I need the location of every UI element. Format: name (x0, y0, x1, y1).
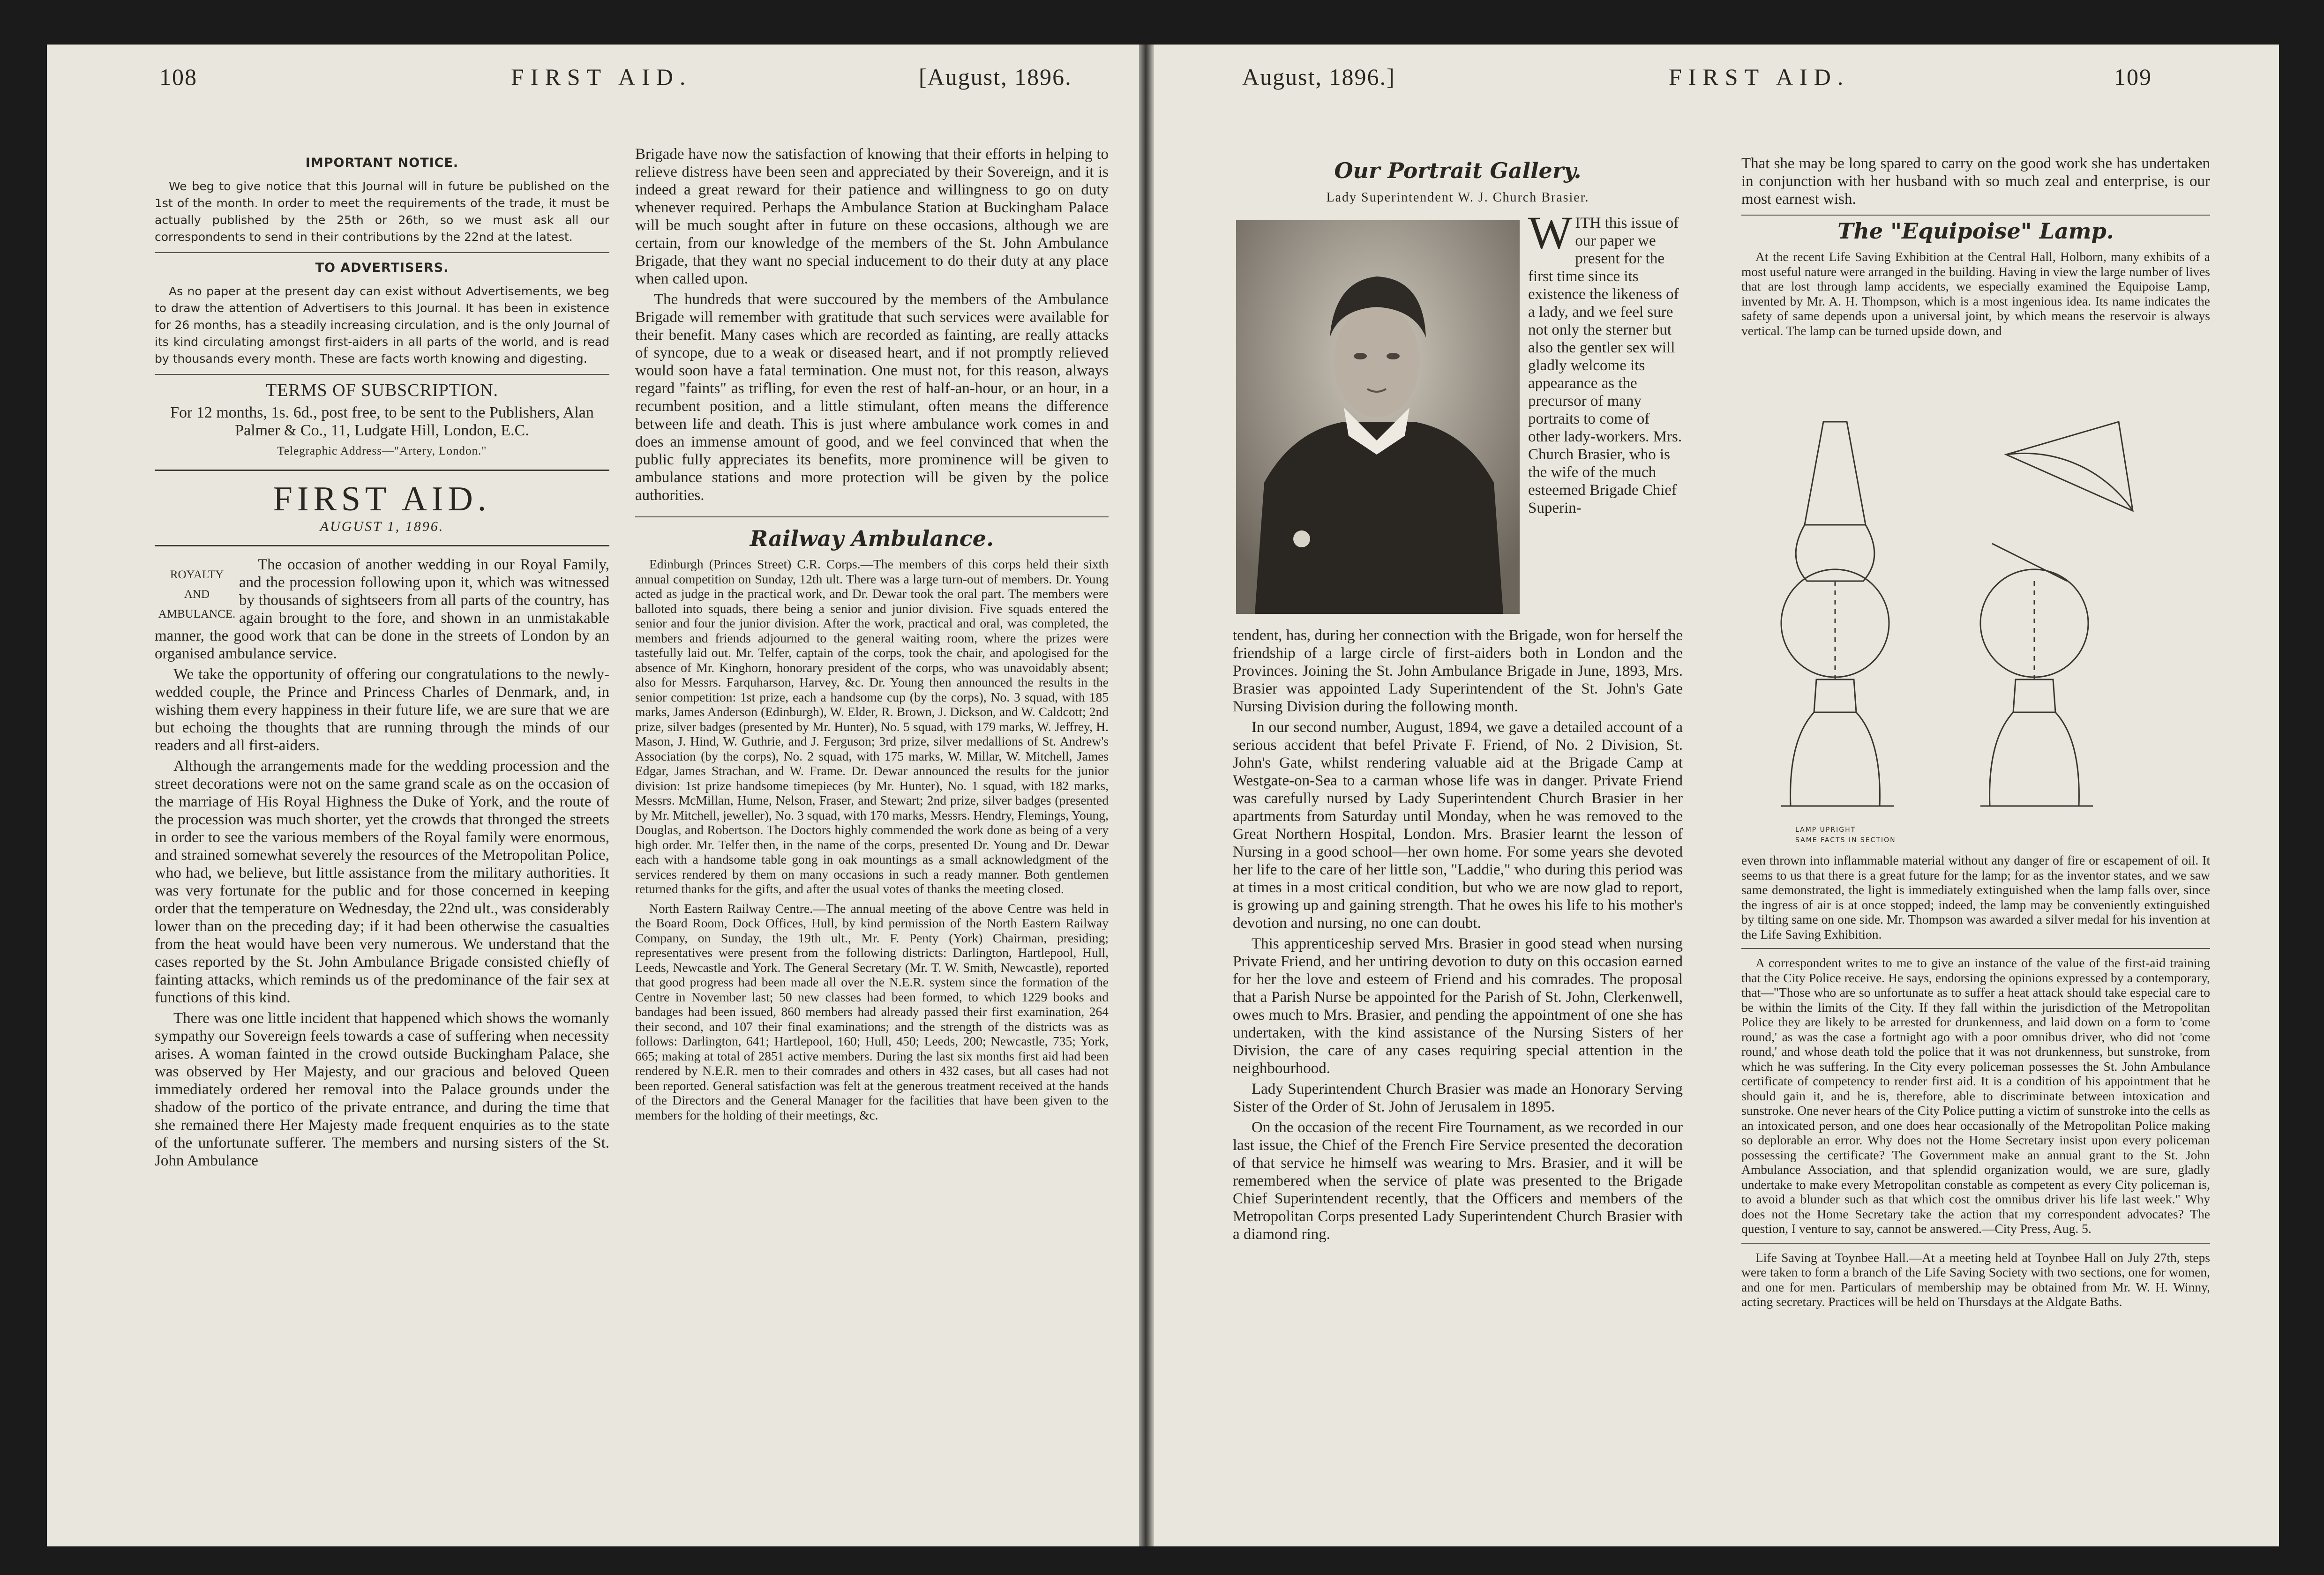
portrait-gallery-title: Our Portrait Gallery. (1334, 158, 1582, 183)
figure-caption: SAME FACTS IN SECTION (1795, 836, 1896, 844)
portrait-paragraph: In our second number, August, 1894, we gave a detailed account of a serious accident that befel Private F. Friend, of No. 2 Division, St. John's Gate, whilst rendering valuable aid at the Brigade Camp at Westgate-on-Sea to a carman whose life was in danger. Private Friend was carefully nursed by Lady Superintendent Church Brasier in her apartments from Saturday until Monday, when he was removed to the Great Northern Hospital, London. Mrs. Brasier learnt the lesson of Nursing in a good school—her own home. For some years she devoted her life to the care of her little son, "Laddie," who during this period was at times in a most critical condition, but who we are now glad to report, is growing up and gaining strength. That he owes his life to his mother's devotion and nursing, no one can doubt. (1233, 719, 1683, 932)
divider (155, 374, 609, 375)
right-running-title: FIRST AID. (1669, 64, 1850, 90)
wrap-text: ITH this issue of our paper we present for the first time since its existence the likeness of a lady, and we feel sure not only the sterner but also the gentler sex will gladly welcome its appearance as the precursor of many portraits to come of other lady-workers. Mrs. Church Brasier, who is the wife of the much esteemed Brigade Chief Superin- (1528, 215, 1682, 516)
portrait-paragraph: tendent, has, during her connection with the Brigade, won for herself the friendship of a large circle of first-aiders both in London and the Provinces. Joining the St. John Ambulance Brigade in June, 1893, Mrs. Brasier was appointed Lady Superintendent of the St. John's Gate Nursing Division during the following month. (1233, 627, 1683, 715)
notice-title: IMPORTANT NOTICE. (305, 156, 459, 170)
portrait-spacer (1233, 214, 1528, 627)
right-page-number: 109 (2114, 64, 2152, 90)
advertisers-title: TO ADVERTISERS. (315, 261, 449, 275)
portrait-gallery-subtitle: Lady Superintendent W. J. Church Brasier. (1326, 190, 1589, 205)
left-column-1 (155, 155, 609, 1172)
masthead-date: AUGUST 1, 1896. (320, 519, 444, 534)
brigade-paragraph: Brigade have now the satisfaction of knowing that their efforts in helping to relieve distress have been seen and appreciated by their Sovereign, and it is indeed a great reward for their patience and willingness to go on duty whenever required. Perhaps the Ambulance Station at Buckingham Palace will be much sought after in future on these occasions, although we are certain, from our knowledge of the members of the St. John Ambulance Brigade, that they want no special inducement to do their duty at any place when called upon. (635, 146, 1109, 287)
railway-ambulance-body (635, 557, 1109, 1122)
divider (635, 516, 1109, 517)
lamp-paragraph-1-wrap (1741, 249, 2210, 338)
notice-body: We beg to give notice that this Journal will in future be published on the 1st of the month. In order to meet the requirements of the trade, it must be actually published by the 25th or 26th, so we must ask all our correspondents to send in their contributions by the 22nd at the latest. (155, 179, 609, 244)
portrait-paragraph: This apprenticeship served Mrs. Brasier in good stead when nursing Private Friend, and her untiring devotion to duty on this occasion earned for her the love and esteem of Friend and his comrades. The proposal that a Parish Nurse be appointed for the Parish of St. John, Clerkenwell, owes much to Mrs. Brasier, and pending the appointment of one she has undertaken, with the kind assistance of the Nursing Sisters of her Division, the care of any cases requiring special attention in the neighbourhood. (1233, 935, 1683, 1077)
royalty-side-label (155, 556, 239, 624)
divider (1741, 215, 2210, 216)
left-date-header: [August, 1896. (919, 64, 1072, 90)
royalty-paragraph: We take the opportunity of offering our congratulations to the newly-wedded couple, the Prince and Princess Charles of Denmark, and, in wishing them every happiness in their future life, we are sure that we are but echoing the thoughts that are running through the minds of our readers and all first-aiders. (155, 666, 609, 754)
masthead-title: FIRST AID. (273, 480, 491, 518)
lamp-figure (1772, 403, 2175, 820)
left-running-title: FIRST AID. (511, 64, 692, 90)
lamp-paragraph-2: even thrown into inflammable material without any danger of fire or escapement of oil. It seems to us that there is a great future for the lamp; for as the inventor states, and we saw same demonstrated, the light is immediately extinguished when the lamp falls over, since the ingress of air is at once stopped; indeed, the lamp may be conveniently extinguished by tilting same on one side. Mr. Thompson was awarded a silver medal for his invention at the Life Saving Exhibition. (1741, 853, 2210, 941)
closing-wish: That she may be long spared to carry on the good work she has undertaken in conjunction with her husband with so much zeal and enterprise, is our most earnest wish. (1741, 155, 2210, 208)
left-column-2 (635, 145, 1109, 1127)
important-notice (155, 155, 609, 246)
divider (1741, 1243, 2210, 1244)
book-gutter (1139, 45, 1154, 1546)
brigade-paragraph: The hundreds that were succoured by the members of the Ambulance Brigade will remember with gratitude that such services were available for their benefit. Many cases which are recorded as fainting, are really attacks of syncope, due to a weak or diseased heart, and if not promptly relieved would soon have a fatal termination. One must not, for this reason, always regard "faints" as trifling, for even the rest of half-an-hour, or an hour, in a recumbent position, and a little stimulant, often means the difference between life and death. This is just where ambulance work comes in and does an immense amount of good, and we feel convinced that when the public fully appreciates its benefits, more prominence will be given to ambulance stations and more protection will be given by the police authorities. (635, 291, 1109, 504)
royalty-article (155, 556, 609, 1170)
left-page-number: 108 (159, 64, 197, 90)
divider (1741, 948, 2210, 949)
railway-ambulance-title: Railway Ambulance. (750, 526, 994, 551)
lamp-paragraph-1: At the recent Life Saving Exhibition at the Central Hall, Holborn, many exhibits of a most useful nature were arranged in the building. Having in view the large number of lives that are lost through lamp accidents, we especially examined the Equipoise Lamp, invented by Mr. A. H. Thompson, which is a most ingenious idea. Its name indicates the safety of same depends upon a universal joint, by which means the reservoir is always vertical. The lamp can be turned upside down, and (1741, 249, 2210, 338)
subscription-body: For 12 months, 1s. 6d., post free, to be sent to the Publishers, Alan Palmer & Co., 11, Ludgate Hill, London, E.C. (170, 404, 594, 439)
subscription-title: TERMS OF SUBSCRIPTION. (265, 381, 499, 400)
railway-paragraph: North Eastern Railway Centre.—The annual meeting of the above Centre was held in the Board Room, Dock Offices, Hull, by kind permission of the North Eastern Railway Company, on Sunday, the 19th ult., Mr. F. Penty (York) Chairman, presiding; representatives were present from the following districts: Darlington, Hartlepool, Hull, Leeds, Newcastle and York. The General Secretary (Mr. T. W. Smith, Newcastle), reported that good progress had been made all over the N.E.R. system since the formation of the Centre in November last; 50 new classes had been formed, to which 1229 books and bandages had been issued, 860 members had already passed their first examination, 264 their second, and 107 their final examinations; and the strength of the districts was as follows: Darlington, 641; Hartlepool, 160; Hull, 450; Leeds, 200; Newcastle, 735; York, 665; making at total of 2851 active members. During the last six months first aid had been rendered by N.E.R. men to their comrades and others in 432 cases, but all cases had not been reported. General satisfaction was felt at the generous treatment received at the hands of the Directors and the General Manager for the facilities that have been given to the members for the holding of their meetings, &c. (635, 901, 1109, 1122)
life-saving-paragraph: Life Saving at Toynbee Hall.—At a meeting held at Toynbee Hall on July 27th, steps were taken to form a branch of the Life Saving Society with two sections, one for women, and one for men. Particulars of membership may be obtained from Mr. W. H. Winny, acting secretary. Practices will be held on Thursdays at the Aldgate Baths. (1741, 1250, 2210, 1309)
right-date-header: August, 1896.] (1242, 64, 1395, 90)
divider (155, 252, 609, 253)
right-column-1 (1233, 158, 1683, 1246)
equipoise-lamp-title: The "Equipoise" Lamp. (1837, 218, 2114, 244)
royalty-paragraph: There was one little incident that happened which shows the womanly sympathy our Sovereign feels towards a case of suffering when necessity arises. A woman fainted in the crowd outside Buckingham Palace, she was observed by Her Majesty, and our gracious and beloved Queen immediately ordered her removal into the Palace grounds under the shadow of the portico of the private entrance, and during the time that she remained there Her Majesty made frequent enquiries as to the state of the unfortunate sufferer. The members and nursing sisters of the St. John Ambulance (155, 1010, 609, 1169)
drop-cap: W (1528, 207, 1573, 259)
divider (155, 545, 609, 546)
lamp-figure-captions (1795, 825, 1896, 845)
portrait-paragraph: Lady Superintendent Church Brasier was made an Honorary Serving Sister of the Order of St. John of Jerusalem in 1895. (1233, 1081, 1683, 1115)
right-column-2-lower (1741, 853, 2210, 1314)
advertisers-notice (155, 260, 609, 367)
correspondent-paragraph: A correspondent writes to me to give an instance of the value of the first-aid training that the City Police receive. He says, endorsing the opinions expressed by a contemporary, that—"Those who are so unfortunate as to suffer a heat attack should take especial care to be within the limits of the City. If they fall within the jurisdiction of the Metropolitan Police they are likely to be arrested for drunkenness, and laid down on a form to 'come round,' as was the case a fortnight ago with a poor omnibus driver, who did not 'come round,' and whose death told the police that it was not drunkenness, but sunstroke, from which he was suffering. In the City every policeman possesses the St. John Ambulance certificate of competency to render first aid. It is a condition of his appointment that he should gain it, and he is, therefore, able to discriminate between intoxication and sunstroke. One never hears of the City Police putting a victim of sunstroke into the cells as an intoxicated person, and one does hear occasionally of the Metropolitan Police making so deplorable an error. Why does not the Home Secretary insist upon every policeman possessing the certificate? The Government make an annual grant to the St. John Ambulance Association, and that splendid organization would, we are sure, gladly undertake to make every Metropolitan constable as competent as every City policeman is, to avoid a blunder such as that which cost the omnibus driver his life last week." Why does not the Home Secretary take the action that my correspondent advocates? The question, I venture to say, cannot be answered.—City Press, Aug. 5. (1741, 955, 2210, 1236)
advertisers-body: As no paper at the present day can exist without Advertisements, we beg to draw the attention of Advertisers to this Journal. It has been in existence for 26 months, has a steadily increasing circulation, and is the only Journal of its kind circulating amongst first-aiders in all parts of the world, and is read by thousands every month. These are facts worth knowing and digesting. (155, 284, 609, 366)
divider (155, 470, 609, 471)
lamp-diagram (1772, 403, 2175, 820)
portrait-paragraph: On the occasion of the recent Fire Tournament, as we recorded in our last issue, the Chief of the French Fire Service presented the decoration of that service he himself was wearing to Mrs. Brasier, and it will be remembered when the service of plate was presented to the Brigade Chief Superintendent recently, that the Officers and members of the Metropolitan Corps presented Lady Superintendent Church Brasier with a diamond ring. (1233, 1119, 1683, 1243)
figure-caption: LAMP UPRIGHT (1795, 826, 1856, 834)
right-column-2 (1741, 155, 2210, 338)
royalty-paragraph: The occasion of another wedding in our Royal Family, and the procession following upon it, which was witnessed by thousands of sightseers from all parts of the country, has again brought to the fore, and shown in an unmistakable manner, the good work that can be done in the streets of London by an organised ambulance service. (155, 556, 609, 662)
railway-paragraph: Edinburgh (Princes Street) C.R. Corps.—The members of this corps held their sixth annual competition on Sunday, 12th ult. There was a large turn-out of members. Dr. Young acted as judge in the practical work, and Dr. Dewar took the oral part. The members were balloted into squads, there being a senior and junior division. Five squads entered the senior and four the junior division. After the work, practical and oral, was completed, the members and friends adjourned to the general waiting room, where the prizes were tastefully laid out. Mr. Telfer, captain of the corps, took the chair, and apologised for the absence of Mr. Kinghorn, honorary president of the corps, who was unavoidably absent; also for Messrs. Farquharson, Harvey, &c. Dr. Young then announced the results in the senior competition: 1st prize, each a handsome cup (by the corps), No. 3 squad, with 185 marks, James Anderson (Edinburgh), W. Elder, R. Brown, J. Dickson, and W. Caldcott; 2nd prize, silver badges (presented by Mr. Hunter), No. 5 squad, with 179 marks, W. Jeffrey, H. Mason, J. Hind, W. Guthrie, and J. Ferguson; 3rd prize, silver medallions of St. Andrew's Association (by the corps), No. 2 squad, with 175 marks, W. Millar, W. Mitchell, James Edgar, James Strachan, and W. Frame. Dr. Dewar announced the results for the junior division: 1st prize handsome timepieces (by Mr. Hunter), No. 1 squad, with 182 marks, Messrs. McMillan, Hume, Nelson, Fraser, and Stewart; 2nd prize, silver badges (presented by Mr. Mitchell, jeweller), No. 3 squad, with 170 marks, Messrs. Hendry, Flemings, Young, Douglas, and Robertson. The Doctors highly commended the work done as being of a very high order. Mr. Telfer then, in the name of the corps, presented Dr. Young and Dr. Dewar each with a handsome table gong in oak mountings as a small acknowledgment of the services rendered by them on many occasions in such a ready manner. Both gentlemen returned thanks for the gifts, and after the usual votes of thanks the meeting closed. (635, 557, 1109, 896)
side-label-line: AND (184, 588, 210, 601)
telegraphic-address: Telegraphic Address—"Artery, London." (277, 445, 487, 457)
side-label-line: ROYALTY (170, 568, 224, 581)
side-label-line: AMBULANCE. (158, 608, 236, 620)
royalty-paragraph: Although the arrangements made for the wedding procession and the street decorations were not on the same grand scale as on the occasion of the marriage of His Royal Highness the Duke of York, and the route of the procession was much shorter, yet the crowds that thronged the streets in order to see the various members of the Royal family were enormous, and strained somewhat severely the resources of the Metropolitan Police, who had, we believe, but little assistance from the military authorities. It was very fortunate for the public and for those concerned in keeping order that the temperature on Wednesday, the 22nd ult., was considerably lower than on the preceding day; if it had been otherwise the casualties from the heat would have been very numerous. We understand that the cases reported by the St. John Ambulance Brigade consisted chiefly of fainting attacks, which reminds us of the predominance of the fair sex at functions of this kind. (155, 758, 609, 1006)
